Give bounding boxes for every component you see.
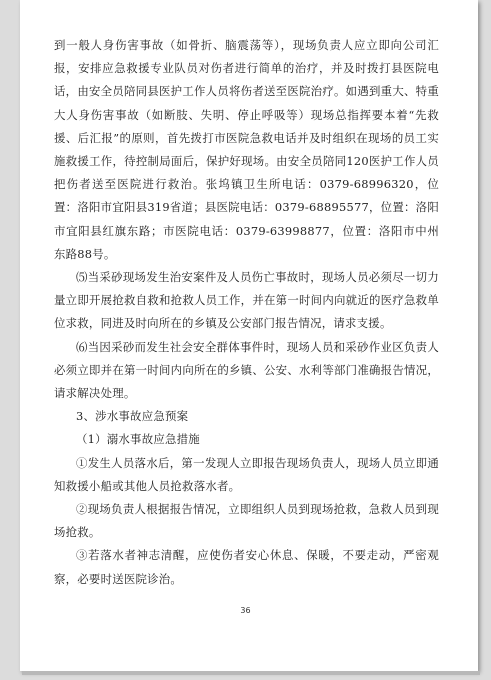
page-number: 36 [240, 606, 251, 615]
list-item-1-report: ①发生人员落水后，第一发现人立即报告现场负责人，现场人员立即通知救援小船或其他人员抢救落水者。 [54, 455, 439, 493]
list-item-2-rescue: ②现场负责人根据报告情况，立即组织人员到现场抢救，急救人员到现场抢救。 [54, 502, 439, 540]
page-body [54, 34, 439, 591]
paragraph-item-5-security-incident: ⑸当采砂现场发生治安案件及人员伤亡事故时，现场人员必须尽一切力量立即开展抢救自救和抢救人员工作，并在第一时间内向就近的医疗急救单位求救，同进及时向所在的乡镇及公安部门报告情况，请求支援。 [54, 270, 439, 331]
paragraph-injury-handling: 到一般人身伤害事故（如骨折、脑震荡等），现场负责人应立即向公司汇报，安排应急救援专业队员对伤者进行简单的治疗，并及时拨打县医院电话，由安全员陪同县医护工作人员将伤者送至医院治疗。如遇到重大、特重大人身伤害事故（如断肢、失明、停止呼吸等）现场总指挥要本着“先救援、后汇报”的原则，首先拨打市医院急救电话并及时组织在现场的员工实施救援工作，待控制局面后，保护好现场。由安全员陪同120医护工作人员把伤者送至医院进行救治。张坞镇卫生所电话：0379-68996320，位置：洛阳市宜阳县319省道；县医院电话：0379-68895577，位置：洛阳市宜阳县红旗东路；市医院电话：0379-63998877，位置：洛阳市中州东路88号。 [54, 38, 439, 261]
list-item-3-observe: ③若落水者神志清醒，应使伤者安心休息、保暖，不要走动，严密观察，必要时送医院诊治。 [54, 548, 439, 586]
paragraph-item-6-public-safety: ⑹当因采砂而发生社会安全群体事件时，现场人员和采砂作业区负责人必须立即并在第一时间内向所在的乡镇、公安、水利等部门准确报告情况，请求解决处理。 [54, 339, 439, 401]
subheading-drowning-measures: （1）溺水事故应急措施 [76, 432, 200, 447]
page-shadow [22, 671, 480, 675]
section-heading-water-accident: 3、涉水事故应急预案 [76, 409, 189, 424]
